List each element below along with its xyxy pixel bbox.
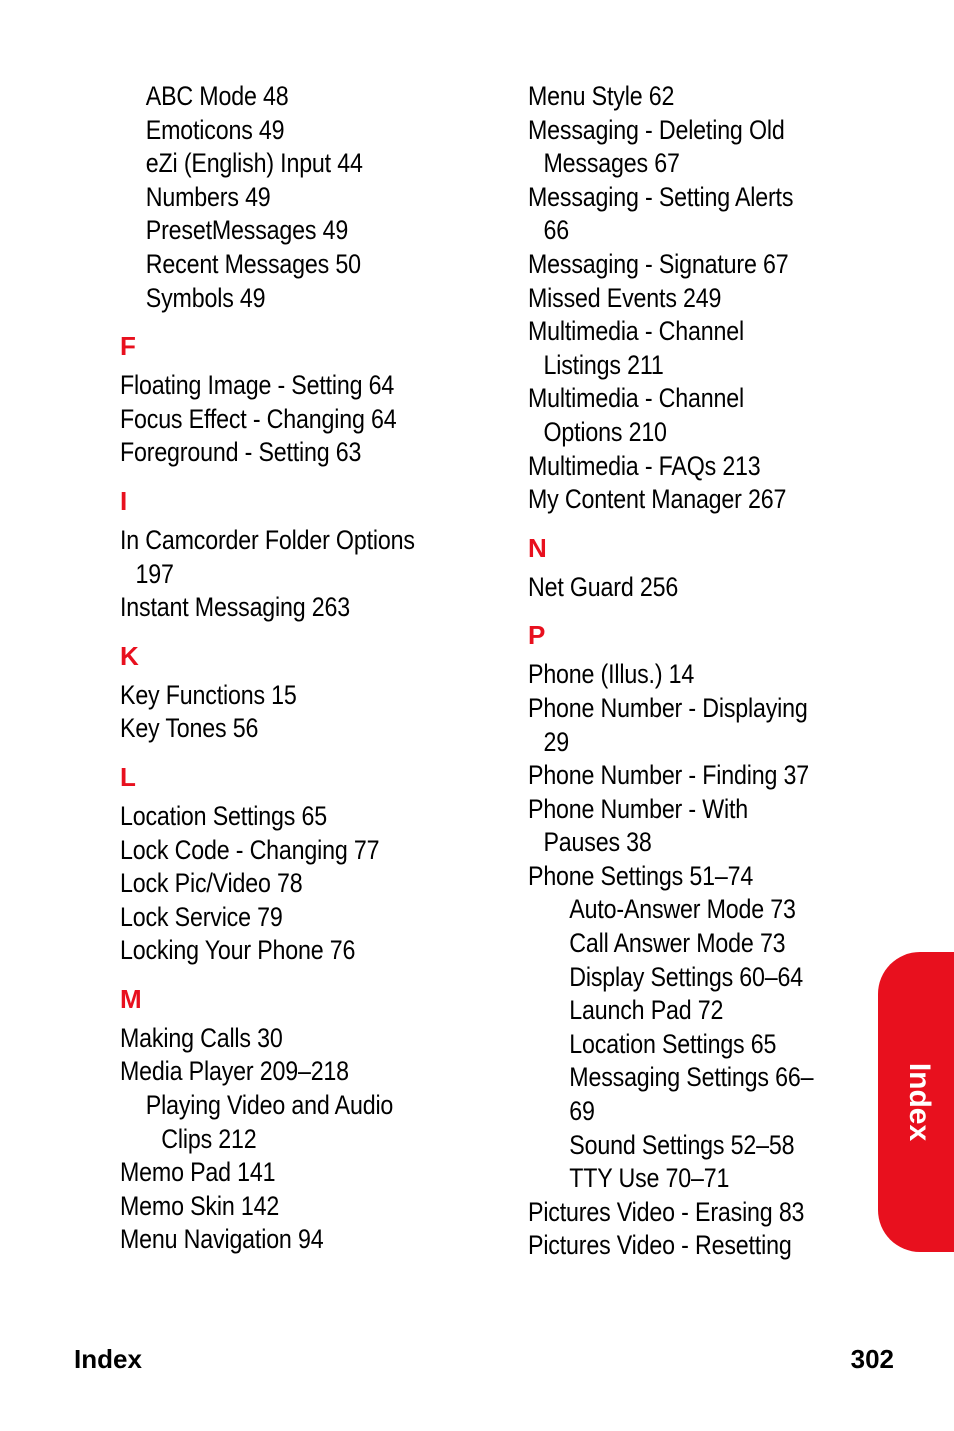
index-entry: Pictures Video - Erasing 83: [528, 1196, 805, 1227]
index-entry: Lock Code - Changing 77: [120, 834, 380, 865]
index-entry-continuation: 29: [543, 726, 569, 757]
index-section-letter: N: [528, 532, 547, 563]
index-entry: Multimedia - Channel: [528, 316, 744, 347]
index-entry: Memo Pad 141: [120, 1157, 276, 1188]
index-entry: In Camcorder Folder Options: [120, 524, 415, 555]
index-entry: Messaging - Signature 67: [528, 248, 789, 279]
footer-page-number: 302: [850, 1344, 894, 1374]
index-subentry: Symbols 49: [145, 282, 266, 313]
index-entry-continuation: 69: [569, 1096, 595, 1127]
index-entry: Lock Service 79: [120, 901, 283, 932]
index-entry: Pictures Video - Resetting: [528, 1230, 792, 1261]
index-subentry: Sound Settings 52–58: [569, 1129, 795, 1160]
index-subentry: TTY Use 70–71: [569, 1163, 730, 1194]
index-entry: Foreground - Setting 63: [120, 437, 362, 468]
index-section-letter: I: [120, 485, 128, 516]
index-section-letter: F: [120, 331, 136, 362]
index-entry: Focus Effect - Changing 64: [120, 403, 397, 434]
index-entry: Key Tones 56: [120, 713, 259, 744]
index-subentry: Numbers 49: [145, 181, 271, 212]
index-column-right: [528, 80, 868, 1263]
index-subentry: Auto-Answer Mode 73: [569, 894, 796, 925]
index-entry: Memo Skin 142: [120, 1190, 280, 1221]
index-entry: Key Functions 15: [120, 679, 297, 710]
index-entry: Phone Number - Finding 37: [528, 760, 809, 791]
footer-section-label: Index: [74, 1344, 142, 1374]
index-entry: Phone Settings 51–74: [528, 860, 754, 891]
index-entry: My Content Manager 267: [528, 484, 787, 515]
index-entry: Lock Pic/Video 78: [120, 868, 303, 899]
index-subentry: Display Settings 60–64: [569, 961, 804, 992]
index-entry: Net Guard 256: [528, 571, 679, 602]
index-entry: Phone (Illus.) 14: [528, 659, 695, 690]
index-section-letter: L: [120, 761, 136, 792]
index-entry: Media Player 209–218: [120, 1056, 349, 1087]
index-entry: Location Settings 65: [120, 800, 327, 831]
index-entry: Phone Number - Displaying: [528, 692, 808, 723]
index-entry-continuation: 197: [135, 558, 174, 589]
index-section-letter: K: [120, 640, 139, 671]
index-subentry: Recent Messages 50: [145, 248, 361, 279]
index-subentry: Call Answer Mode 73: [569, 928, 786, 959]
index-entry: Floating Image - Setting 64: [120, 370, 395, 401]
index-entry-continuation: Pauses 38: [543, 827, 652, 858]
index-entry: Multimedia - FAQs 213: [528, 450, 761, 481]
index-section-letter: P: [528, 620, 546, 651]
index-entry-continuation: 66: [543, 215, 569, 246]
index-entry: Phone Number - With: [528, 793, 748, 824]
index-entry: Menu Style 62: [528, 81, 675, 111]
index-entry: Instant Messaging 263: [120, 592, 351, 623]
index-entry: Locking Your Phone 76: [120, 935, 356, 966]
index-tab: [878, 952, 954, 1252]
index-subentry: Messaging Settings 66–: [569, 1062, 814, 1093]
index-subentry: eZi (English) Input 44: [145, 148, 363, 179]
index-entry: Multimedia - Channel: [528, 383, 744, 414]
index-entry: Making Calls 30: [120, 1022, 283, 1053]
index-entry: Missed Events 249: [528, 282, 722, 313]
index-entry: Messaging - Setting Alerts: [528, 181, 794, 212]
index-entry-continuation: Options 210: [543, 416, 667, 447]
index-tab-label: Index: [903, 1062, 936, 1142]
index-entry-continuation: Messages 67: [543, 148, 680, 179]
index-subentry: ABC Mode 48: [145, 81, 289, 111]
index-column-left: [120, 80, 500, 1257]
index-subentry: PresetMessages 49: [145, 215, 349, 246]
index-entry-continuation: Listings 211: [543, 349, 664, 380]
index-subentry: Launch Pad 72: [569, 995, 724, 1026]
index-entry: Menu Navigation 94: [120, 1224, 324, 1255]
index-subentry: Playing Video and Audio: [145, 1090, 394, 1121]
index-subentry: Location Settings 65: [569, 1028, 777, 1059]
index-section-letter: M: [120, 983, 142, 1014]
index-subentry: Emoticons 49: [145, 114, 285, 145]
index-entry-continuation: Clips 212: [161, 1123, 257, 1154]
index-entry: Messaging - Deleting Old: [528, 114, 785, 145]
